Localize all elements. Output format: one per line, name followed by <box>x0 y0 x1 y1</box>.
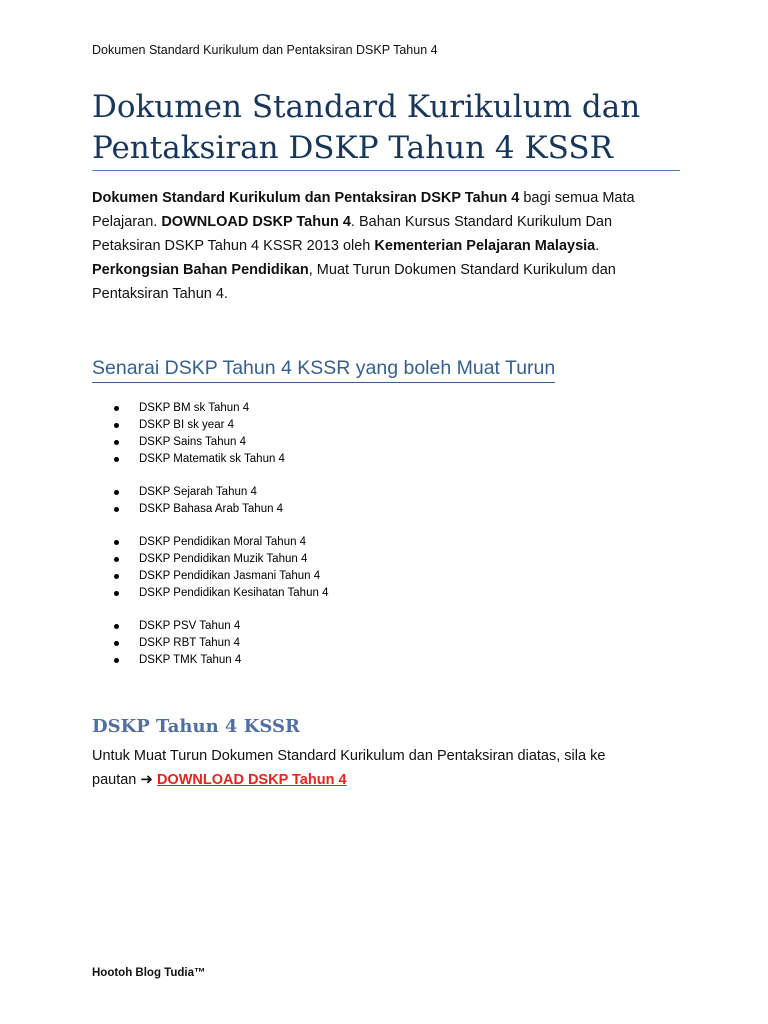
intro-paragraph <box>92 186 682 306</box>
page-header: Dokumen Standard Kurikulum dan Pentaksiran DSKP Tahun 4 <box>92 43 438 57</box>
list-item: DSKP Bahasa Arab Tahun 4 <box>112 501 328 518</box>
intro-text-1: bagi semua Mata Pelajaran. <box>92 190 635 230</box>
intro-text-4: , Muat Turun Dokumen Standard Kurikulum dan Pentaksiran Tahun 4. <box>92 262 616 302</box>
subject-group <box>112 534 328 602</box>
download-link[interactable]: DOWNLOAD DSKP Tahun 4 <box>156 772 347 788</box>
subject-list <box>112 400 328 685</box>
list-item: DSKP Pendidikan Moral Tahun 4 <box>112 534 328 551</box>
intro-bold-3: Kementerian Pelajaran Malaysia <box>374 238 596 254</box>
download-heading: DSKP Tahun 4 KSSR <box>92 716 300 737</box>
list-item: DSKP Sains Tahun 4 <box>112 434 328 451</box>
list-item: DSKP Pendidikan Kesihatan Tahun 4 <box>112 585 328 602</box>
list-item: DSKP PSV Tahun 4 <box>112 618 328 635</box>
intro-text-2: . Bahan Kursus Standard Kurikulum Dan Petaksiran DSKP Tahun 4 KSSR 2013 oleh <box>92 214 613 254</box>
list-item: DSKP Pendidikan Jasmani Tahun 4 <box>112 568 328 585</box>
list-item: DSKP Sejarah Tahun 4 <box>112 484 328 501</box>
intro-bold-4: Perkongsian Bahan Pendidikan <box>92 262 309 278</box>
list-item: DSKP RBT Tahun 4 <box>112 635 328 652</box>
title-underline <box>92 170 680 171</box>
download-text: Untuk Muat Turun Dokumen Standard Kurikulum dan Pentaksiran diatas, sila ke pautan <box>92 748 606 788</box>
arrow-right-icon: ➜ <box>140 771 153 788</box>
subject-group <box>112 618 328 669</box>
subject-group <box>112 484 328 518</box>
intro-text-3: . <box>595 238 600 254</box>
download-paragraph <box>92 744 682 792</box>
list-item: DSKP TMK Tahun 4 <box>112 652 328 669</box>
list-item: DSKP BM sk Tahun 4 <box>112 400 328 417</box>
list-item: DSKP BI sk year 4 <box>112 417 328 434</box>
list-item: DSKP Pendidikan Muzik Tahun 4 <box>112 551 328 568</box>
subject-group <box>112 400 328 468</box>
intro-bold-1: Dokumen Standard Kurikulum dan Pentaksiran DSKP Tahun 4 <box>92 190 520 206</box>
page-footer: Hootoh Blog Tudia™ <box>92 967 206 979</box>
list-item: DSKP Matematik sk Tahun 4 <box>112 451 328 468</box>
intro-bold-2: DOWNLOAD DSKP Tahun 4 <box>161 214 351 230</box>
list-heading: Senarai DSKP Tahun 4 KSSR yang boleh Muat Turun <box>92 355 555 383</box>
page-title: Dokumen Standard Kurikulum dan Pentaksiran DSKP Tahun 4 KSSR <box>92 89 641 166</box>
